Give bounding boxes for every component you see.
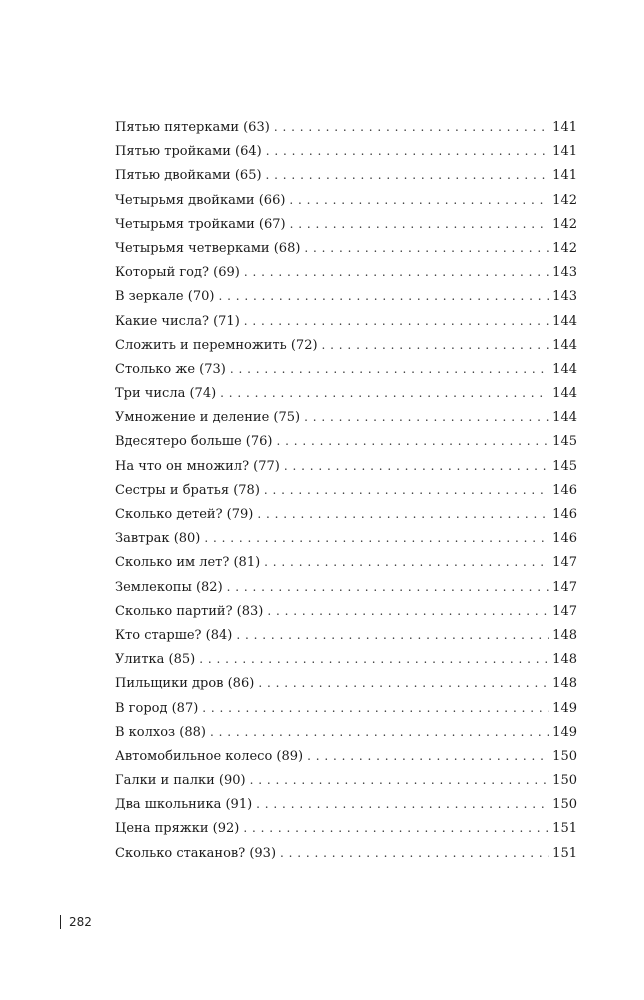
toc-entry-title: Сколько им лет? (81) <box>115 555 261 571</box>
toc-dot-leader <box>218 284 549 308</box>
toc-entry-title: Какие числа? (71) <box>115 313 240 329</box>
toc-entry <box>115 260 577 284</box>
toc-entry-page: 141 <box>552 144 577 160</box>
toc-entry-title: Автомобильное колесо (89) <box>115 748 304 764</box>
toc-dot-leader <box>264 478 549 502</box>
toc-entry <box>115 163 577 187</box>
toc-entry <box>115 188 577 212</box>
toc-dot-leader <box>307 744 549 768</box>
toc-dot-leader <box>256 792 549 816</box>
toc-entry-title: Цена пряжки (92) <box>115 821 240 837</box>
toc-dot-leader <box>284 454 549 478</box>
toc-dot-leader <box>274 115 549 139</box>
toc-entry <box>115 647 577 671</box>
toc-entry <box>115 696 577 720</box>
toc-entry <box>115 744 577 768</box>
toc-entry-title: Четырьмя тройками (67) <box>115 216 286 232</box>
toc-entry-title: Сколько партий? (83) <box>115 603 264 619</box>
toc-dot-leader <box>290 212 550 236</box>
toc-entry <box>115 115 577 139</box>
toc-dot-leader <box>244 260 549 284</box>
page-number: 282 <box>69 915 92 929</box>
toc-entry-page: 148 <box>552 652 577 668</box>
toc-dot-leader <box>244 309 549 333</box>
footer-rule <box>60 915 61 929</box>
toc-dot-leader <box>264 550 549 574</box>
toc-entry-page: 144 <box>552 337 577 353</box>
toc-dot-leader <box>230 357 549 381</box>
toc-dot-leader <box>199 647 549 671</box>
toc-entry-page: 148 <box>552 676 577 692</box>
toc-dot-leader <box>266 139 549 163</box>
toc-entry-title: Галки и палки (90) <box>115 773 246 789</box>
toc-entry <box>115 502 577 526</box>
toc-entry <box>115 526 577 550</box>
toc-dot-leader <box>277 429 550 453</box>
toc-dot-leader <box>266 163 550 187</box>
toc-entry-page: 144 <box>552 410 577 426</box>
table-of-contents <box>115 115 577 865</box>
toc-entry-title: На что он множил? (77) <box>115 458 280 474</box>
toc-entry-page: 144 <box>552 313 577 329</box>
toc-dot-leader <box>243 816 549 840</box>
page-footer <box>60 912 92 932</box>
toc-entry-title: Сложить и перемножить (72) <box>115 337 318 353</box>
toc-entry-title: Кто старше? (84) <box>115 627 233 643</box>
toc-entry-title: В колхоз (88) <box>115 724 206 740</box>
toc-dot-leader <box>322 333 550 357</box>
toc-entry <box>115 454 577 478</box>
toc-entry-title: Сестры и братья (78) <box>115 482 260 498</box>
toc-entry-title: Вдесятеро больше (76) <box>115 434 273 450</box>
toc-entry-title: Два школьника (91) <box>115 797 253 813</box>
toc-entry <box>115 623 577 647</box>
toc-entry <box>115 212 577 236</box>
toc-entry-title: Пятью тройками (64) <box>115 144 262 160</box>
toc-entry <box>115 816 577 840</box>
toc-entry-page: 150 <box>552 797 577 813</box>
toc-entry-title: Пятью двойками (65) <box>115 168 262 184</box>
toc-entry-title: Сколько стаканов? (93) <box>115 845 277 861</box>
toc-entry-page: 150 <box>552 773 577 789</box>
toc-entry-title: Сколько детей? (79) <box>115 507 254 522</box>
toc-entry-page: 148 <box>552 627 577 643</box>
toc-entry-page: 144 <box>552 361 577 377</box>
toc-entry-title: Три числа (74) <box>115 386 217 402</box>
toc-entry-page: 146 <box>552 507 577 522</box>
toc-entry <box>115 357 577 381</box>
toc-dot-leader <box>257 502 549 526</box>
toc-dot-leader <box>210 720 549 744</box>
toc-entry-title: В зеркале (70) <box>115 289 215 305</box>
toc-dot-leader <box>236 623 549 647</box>
toc-entry-page: 150 <box>552 748 577 764</box>
toc-entry <box>115 309 577 333</box>
toc-entry <box>115 333 577 357</box>
toc-entry-page: 142 <box>552 216 577 232</box>
toc-entry-page: 145 <box>552 434 577 450</box>
toc-entry-title: Четырьмя четверками (68) <box>115 240 301 256</box>
toc-entry-title: Который год? (69) <box>115 265 240 281</box>
toc-dot-leader <box>220 381 549 405</box>
toc-entry-title: Пятью пятерками (63) <box>115 120 270 135</box>
toc-entry-page: 151 <box>552 821 577 837</box>
toc-entry <box>115 792 577 816</box>
toc-dot-leader <box>280 841 549 865</box>
toc-entry-page: 149 <box>552 724 577 740</box>
toc-entry <box>115 139 577 163</box>
toc-dot-leader <box>267 599 549 623</box>
toc-entry-title: Столько же (73) <box>115 361 226 377</box>
toc-entry <box>115 284 577 308</box>
toc-entry <box>115 429 577 453</box>
toc-entry-page: 141 <box>552 168 577 184</box>
toc-entry <box>115 550 577 574</box>
toc-entry-page: 147 <box>552 603 577 619</box>
toc-entry <box>115 720 577 744</box>
toc-entry-page: 144 <box>552 386 577 402</box>
toc-entry-title: Улитка (85) <box>115 652 196 668</box>
toc-entry-page: 145 <box>552 458 577 474</box>
toc-entry <box>115 381 577 405</box>
toc-entry-page: 147 <box>552 579 577 595</box>
toc-entry <box>115 405 577 429</box>
toc-entry-page: 147 <box>552 555 577 571</box>
toc-entry-page: 143 <box>552 289 577 305</box>
toc-dot-leader <box>202 696 549 720</box>
toc-dot-leader <box>227 575 550 599</box>
toc-entry-title: В город (87) <box>115 700 199 716</box>
toc-entry-title: Завтрак (80) <box>115 531 201 547</box>
toc-entry-page: 151 <box>552 845 577 861</box>
toc-entry <box>115 236 577 260</box>
toc-entry-page: 149 <box>552 700 577 716</box>
toc-entry-title: Землекопы (82) <box>115 579 223 595</box>
toc-dot-leader <box>289 188 549 212</box>
toc-dot-leader <box>204 526 549 550</box>
toc-entry <box>115 768 577 792</box>
toc-dot-leader <box>304 405 549 429</box>
toc-entry <box>115 671 577 695</box>
toc-entry <box>115 575 577 599</box>
toc-dot-leader <box>250 768 550 792</box>
toc-dot-leader <box>304 236 549 260</box>
toc-entry <box>115 841 577 865</box>
toc-entry <box>115 599 577 623</box>
toc-entry-title: Пильщики дров (86) <box>115 676 255 692</box>
toc-dot-leader <box>258 671 549 695</box>
toc-entry-page: 146 <box>552 531 577 547</box>
toc-entry-page: 143 <box>552 265 577 281</box>
toc-entry-page: 142 <box>552 192 577 208</box>
toc-entry <box>115 478 577 502</box>
toc-entry-title: Четырьмя двойками (66) <box>115 192 286 208</box>
toc-entry-page: 142 <box>552 240 577 256</box>
toc-entry-page: 146 <box>552 482 577 498</box>
toc-entry-title: Умножение и деление (75) <box>115 410 301 426</box>
toc-entry-page: 141 <box>552 120 577 135</box>
